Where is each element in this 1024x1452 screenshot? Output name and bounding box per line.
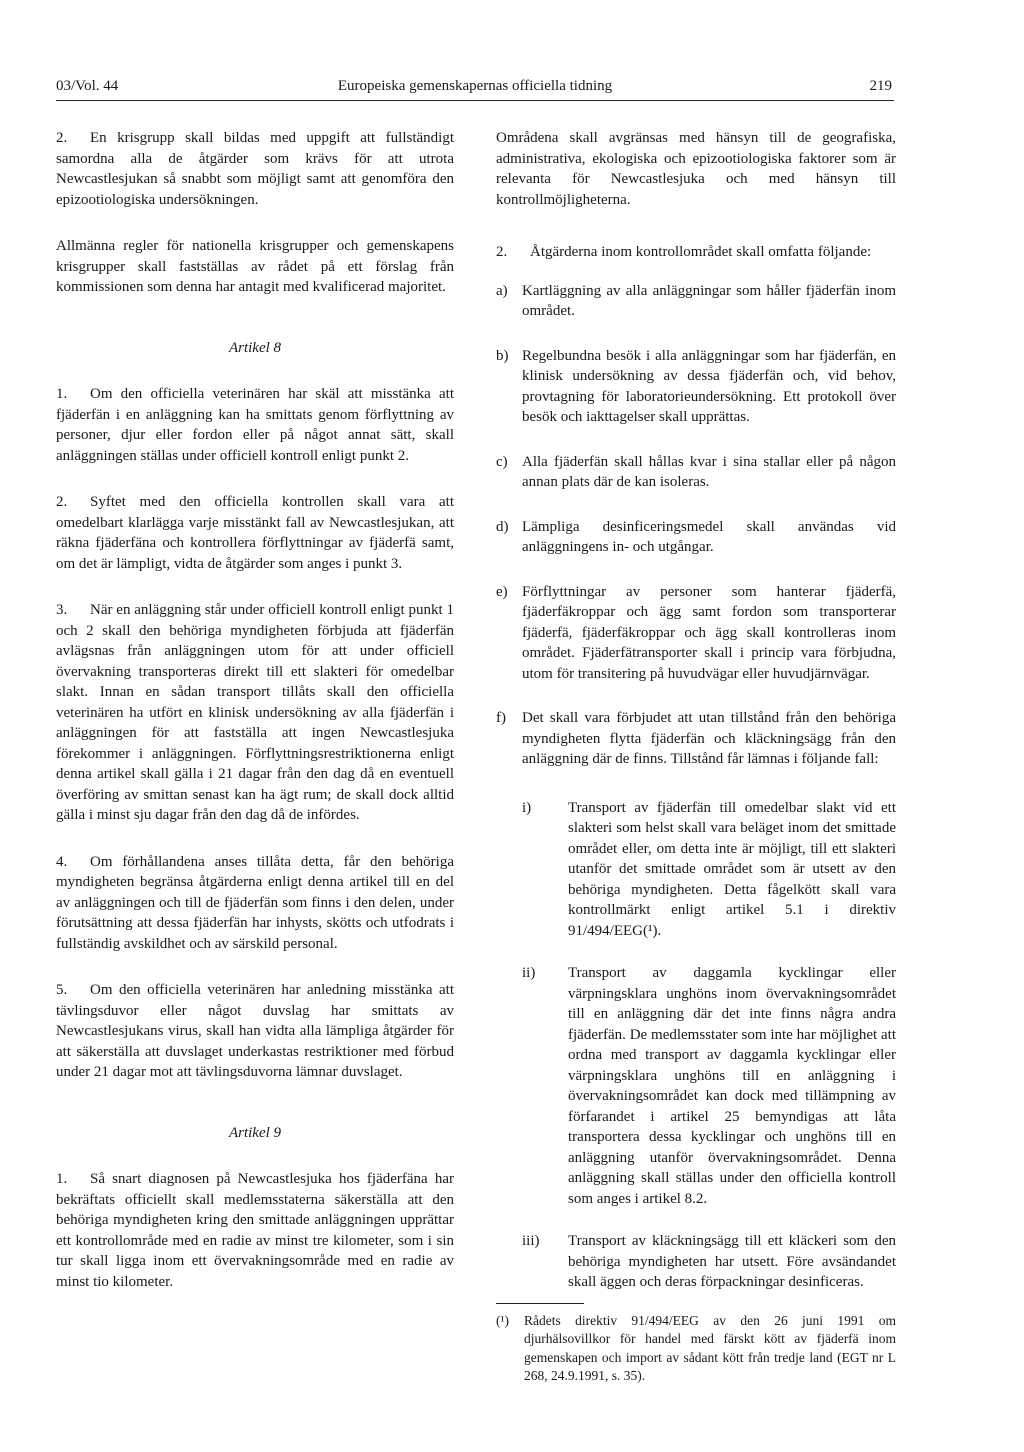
paragraph: Allmänna regler för nationella krisgrupper och gemenskapens krisgrupper skall fastställas av rådet på ett förslag från kommissionen som denna har antagit med kvalificerad majoritet. — [56, 238, 454, 295]
list-item-text: Kartläggning av alla anläggningar som håller fjäderfän inom området. — [522, 282, 896, 319]
paragraph-text: Så snart diagnosen på Newcastlesjuka hos fjäderfäna har bekräftats officiellt skall medlemsstaterna säkerställa att den behöriga myndigheten kring den smittade anläggningen upprättar ett kontrollområde med en radie av minst tre kilometer, som i sin tur skall ligga inom ett övervakningsområde med en radie av minst tio kilometer. — [56, 1171, 454, 1290]
paragraph-text: När en anläggning står under officiell kontroll enligt punkt 1 och 2 skall den behöriga myndigheten förbjuda att fjäderfän avlägsnas från anläggningen utom för att under officiell övervakning transporteras direkt till ett slakteri för omedelbar slakt. Innan en sådan transport tillåts skall den officiella veterinären ha utfört en klinisk undersökning av alla fjäderfän i anläggningen för att fastställa att ingen Newcastlesjuka förekommer i anläggningen. Förflyttningsrestriktionerna enligt denna artikel skall gälla i 21 dagar från den dag då en eventuell överföring av smittan senast kan ha ägt rum; de skall dock alltid gälla i minst sju dagar från den dag då de infördes. — [56, 602, 454, 823]
paragraph — [56, 492, 454, 574]
list-item-text: Det skall vara förbjudet att utan tillstånd från den behöriga myndigheten flytta fjäderfän och kläckningsägg från den anläggning där de finns. Tillstånd får lämnas i följande fall: — [522, 710, 896, 767]
paragraph — [56, 980, 454, 1083]
list-item-label: c) — [496, 453, 508, 470]
paragraph-number: 3. — [56, 602, 68, 618]
paragraph — [496, 242, 896, 263]
paragraph-number: 2. — [56, 494, 68, 510]
footnote-label: (¹) — [496, 1312, 510, 1328]
paragraph — [56, 1169, 454, 1292]
list-item — [496, 346, 896, 428]
page-number: 219 — [869, 78, 892, 94]
list-item-label: b) — [496, 347, 509, 364]
list-item-text: Lämpliga desinficeringsmedel skall användas vid anläggningens in- och utgångar. — [522, 518, 896, 555]
paragraph-number: 2. — [496, 244, 508, 260]
paragraph-text: Om den officiella veterinären har skäl att misstänka att fjäderfän i en anläggning kan ha smittats genom förflyttning av personer, djur eller fordon eller på något annat sätt, skall anläggningen ställas under officiell kontroll enligt punkt 2. — [56, 386, 454, 464]
page-header — [56, 76, 894, 101]
list-item — [496, 708, 896, 770]
list-item-text: Regelbundna besök i alla anläggningar som har fjäderfän, en klinisk undersökning av dessa fjäderfän och, vid behov, provtagning för laboratorieundersökning. Ett protokoll över besök och iakttagelser skall upprättas. — [522, 347, 896, 425]
paragraph-text: Syftet med den officiella kontrollen skall vara att omedelbart klarlägga varje misstänkt fall av Newcastlesjukan, att räkna fjäderfäna och kontrollera förflyttningar av fjäderfä samt, om det är lämpligt, vidta de åtgärder som anges i punkt 3. — [56, 494, 454, 572]
volume-number: 03/Vol. 44 — [56, 78, 119, 94]
sub-list-item — [522, 798, 896, 942]
paragraph-text: En krisgrupp skall bildas med uppgift att fullständigt samordna alla de åtgärder som krävs för att utrota Newcastlesjukan så snabbt som möjligt samt att genomföra den epizootiologiska undersökningen. — [56, 130, 454, 208]
list-item-text: Förflyttningar av personer som hanterar fjäderfä, fjäderfäkroppar och ägg samt fordon som transporterar fjäderfä, fjäderfäkroppar och ägg skall kontrolleras inom området. Fjäderfätransporter skall i princip vara förbjudna, utom för transitering på huvudvägar eller huvudjärnvägar. — [522, 583, 896, 682]
paragraph — [56, 600, 454, 826]
footnote-divider — [496, 1303, 584, 1304]
footnote-text: Rådets direktiv 91/494/EEG av den 26 juni 1991 om djurhälsovillkor för handel med färskt kött av fjäderfä inom gemenskapen och import av sådant kött från tredje land (EGT nr L 268, 24.9.1991, s. 35). — [524, 1312, 896, 1383]
list-item — [496, 452, 896, 493]
article-9-title: Artikel 9 — [228, 1124, 282, 1141]
list-item-label: a) — [496, 282, 508, 299]
paragraph-number: 4. — [56, 853, 68, 870]
paragraph — [56, 384, 454, 466]
right-column — [496, 128, 896, 1386]
paragraph-number: 1. — [56, 386, 68, 402]
paragraph — [56, 128, 454, 210]
paragraph-number: 5. — [56, 982, 68, 998]
sub-list-item-text: Transport av fjäderfän till omedelbar slakt vid ett slakteri som helst skall vara beläget inom det smittade området eller, om detta inte är möjligt, till ett slakteri utanför det smittade området som är utsett av den behöriga myndigheten. Detta fågelkött skall vara kontrollmärkt enligt artikel 5.1 i direktiv 91/494/EEG(¹). — [568, 799, 896, 939]
paragraph-text: Om förhållandena anses tillåta detta, får den behöriga myndigheten begränsa åtgärderna enligt denna artikel till en del av anläggningen och till de fjäderfän som finns i den delen, under förutsättning att dessa fjäderfän har inhysts, skötts och utfodrats i fullständig avskildhet och av särskild personal. — [56, 853, 454, 952]
sub-list-item-text: Transport av daggamla kycklingar eller värpningsklara unghöns inom övervakningsområdet till en anläggning där det inte finns några andra fjäderfän. De medlemsstater som inte har möjlighet att ordna med transport av daggamla kycklingar eller värpningsklara unghöns till en anläggning i övervakningsområdet kan dock med tillämpning av förfarandet i artikel 25 bemyndigas att låta transportera dessa kycklingar och unghöns till en anläggning utanför övervakningsområdet. Denna anläggning skall ställas under den officiella kontroll som anges i artikel 8.2. — [568, 965, 896, 1207]
paragraph-number: 1. — [56, 1171, 68, 1187]
paragraph-text: Åtgärderna inom kontrollområdet skall omfatta följande: — [530, 244, 872, 260]
sub-list-item-label: i) — [522, 799, 532, 816]
paragraph: Områdena skall avgränsas med hänsyn till de geografiska, administrativa, ekologiska och epizootiologiska faktorer som är relevanta för Newcastlesjuka och med hänsyn till kontrollmöjligheterna. — [496, 130, 896, 208]
left-column — [56, 128, 454, 1318]
list-item-label: e) — [496, 583, 508, 600]
footnote — [496, 1312, 896, 1386]
paragraph-text: Om den officiella veterinären har anledning misstänka att tävlingsduvor eller något duvslag har smittats av Newcastlesjukans virus, skall han vidta alla lämpliga åtgärder för att säkerställa att duvslaget underkastas restriktioner med förbud under 21 dagar mot att tävlingsduvorna lämnar duvslaget. — [56, 982, 454, 1080]
list-item — [496, 281, 896, 322]
paragraph — [56, 852, 454, 955]
article-8-title: Artikel 8 — [228, 339, 282, 356]
sub-list-item-label: iii) — [522, 1233, 540, 1249]
sub-list-item — [522, 963, 896, 1209]
sub-list-item-label: ii) — [522, 965, 536, 981]
list-item — [496, 582, 896, 685]
journal-title: Europeiska gemenskapernas officiella tidning — [337, 78, 613, 94]
list-item-text: Alla fjäderfän skall hållas kvar i sina stallar eller på någon annan plats där de kan isoleras. — [522, 453, 896, 490]
sub-list-item — [522, 1231, 896, 1293]
list-item — [496, 517, 896, 558]
paragraph-number: 2. — [56, 130, 68, 146]
list-item-label: f) — [496, 710, 506, 726]
list-item-label: d) — [496, 518, 509, 535]
sub-list-item-text: Transport av kläckningsägg till ett kläckeri som den behöriga myndigheten har utsett. Före avsändandet skall äggen och deras förpackningar desinficeras. — [568, 1233, 896, 1290]
